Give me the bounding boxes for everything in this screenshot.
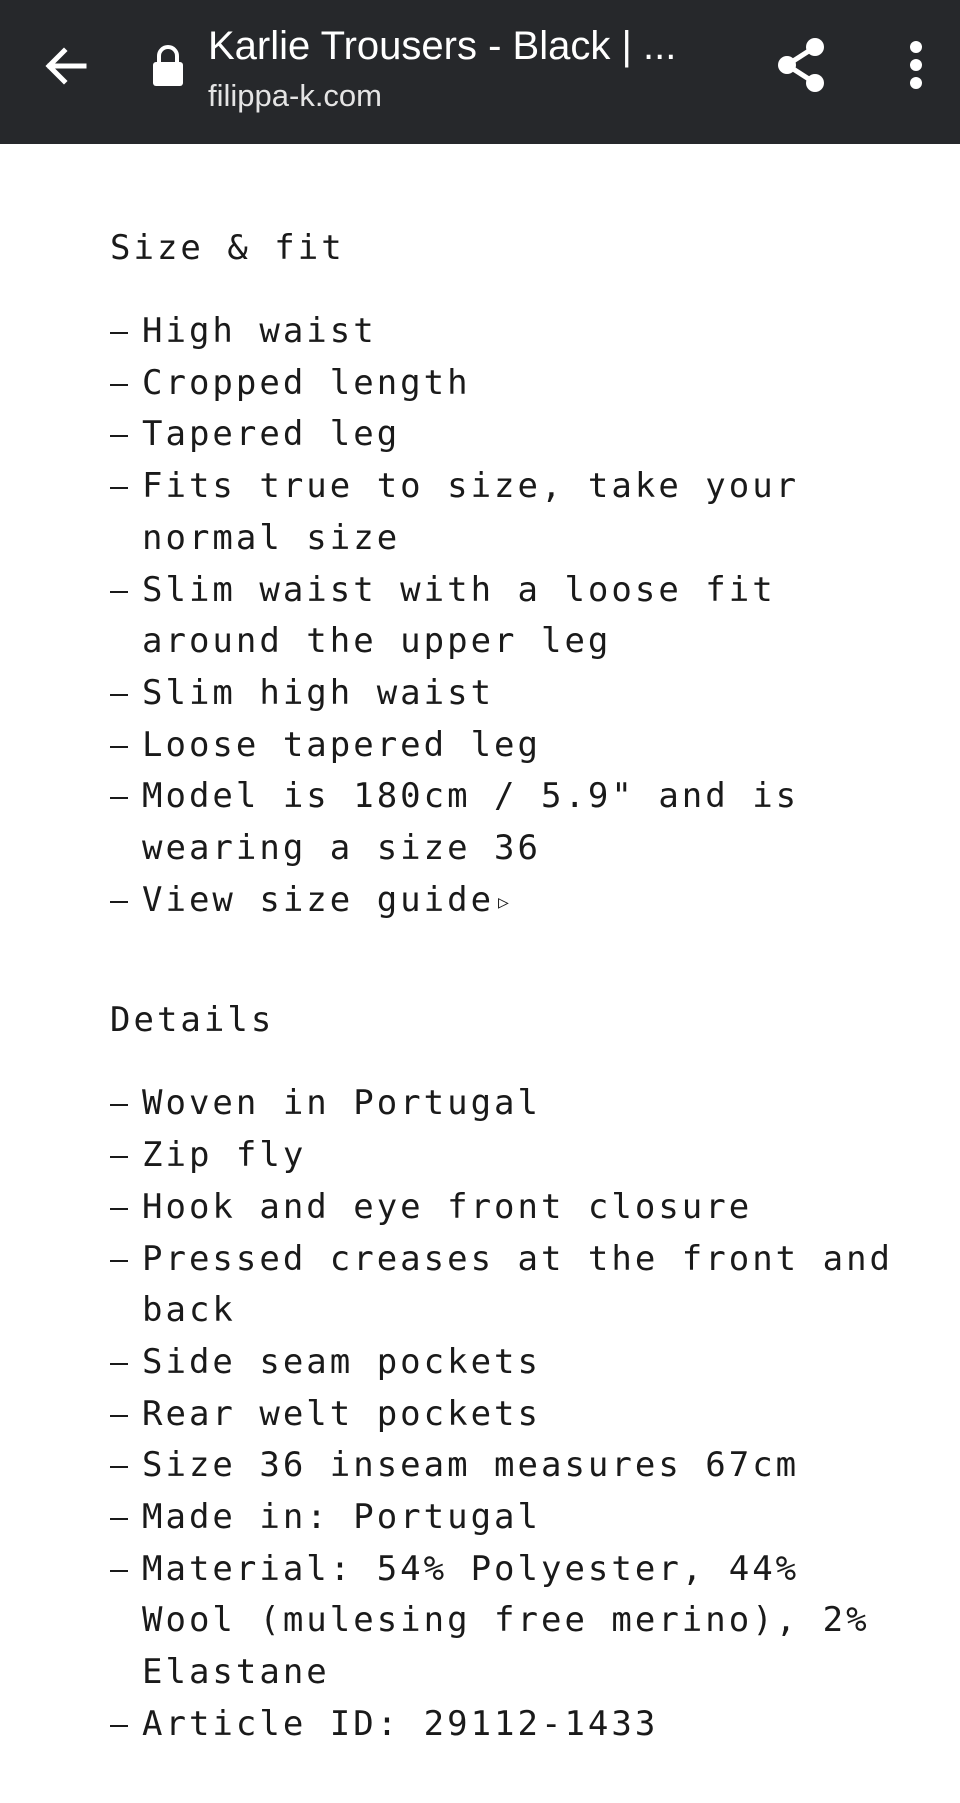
play-triangle-icon: ▷ (498, 891, 509, 913)
size-fit-list (110, 306, 910, 928)
details-section (110, 994, 910, 1750)
details-item: Woven in Portugal (110, 1078, 910, 1130)
size-guide-link[interactable] (110, 875, 910, 929)
size-fit-heading: Size & fit (110, 228, 345, 268)
size-fit-item: Tapered leg (110, 409, 910, 461)
size-fit-item: Slim high waist (110, 668, 910, 720)
product-info (110, 222, 910, 1751)
details-item: Zip fly (110, 1130, 910, 1182)
browser-toolbar (0, 0, 960, 144)
details-item: Size 36 inseam measures 67cm (110, 1440, 910, 1492)
size-fit-item: Slim waist with a loose fit around the upper leg (110, 565, 910, 668)
details-item: Side seam pockets (110, 1337, 910, 1389)
more-vertical-icon (908, 40, 924, 90)
details-item: Material: 54% Polyester, 44% Wool (mulesing free merino), 2% Elastane (110, 1544, 910, 1699)
details-heading: Details (110, 1000, 275, 1041)
details-item: Rear welt pockets (110, 1389, 910, 1441)
size-fit-item: Fits true to size, take your normal size (110, 461, 910, 564)
overflow-menu-button[interactable] (888, 30, 944, 100)
size-fit-item: High waist (110, 306, 910, 358)
share-icon (773, 35, 829, 95)
back-button[interactable] (34, 34, 98, 98)
size-fit-section (110, 222, 910, 928)
size-fit-item: Model is 180cm / 5.9" and is wearing a size 36 (110, 771, 910, 874)
page-title[interactable]: Karlie Trousers - Black | ... (208, 24, 677, 68)
details-item: Article ID: 29112-1433 (110, 1699, 910, 1751)
details-item: Hook and eye front closure (110, 1182, 910, 1234)
size-fit-item: Cropped length (110, 358, 910, 410)
size-guide-link-label: View size guide (142, 879, 495, 920)
details-item: Pressed creases at the front and back (110, 1234, 910, 1337)
arrow-left-icon (42, 42, 90, 90)
lock-icon (150, 44, 186, 88)
share-button[interactable] (766, 30, 836, 100)
details-list (110, 1078, 910, 1750)
size-fit-item: Loose tapered leg (110, 720, 910, 772)
details-item: Made in: Portugal (110, 1492, 910, 1544)
page-url[interactable]: filippa-k.com (208, 78, 382, 113)
